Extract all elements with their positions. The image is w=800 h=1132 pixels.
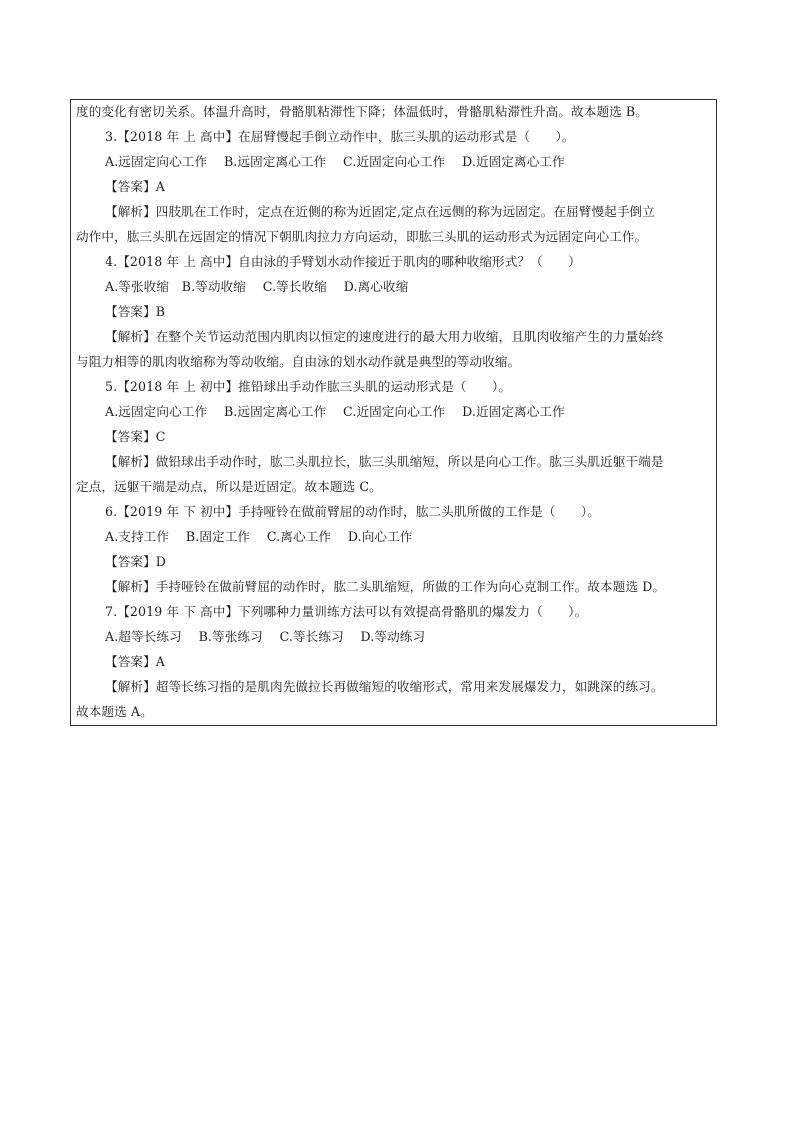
explanation-continuation: 度的变化有密切关系。体温升高时，骨骼肌粘滞性下降；体温低时，骨骼肌粘滞性升高。故本题选 B。 <box>76 104 648 119</box>
question-content-box <box>70 99 717 726</box>
question-7-stem: 7.【2019 年 下 高中】下列哪种力量训练方法可以有效提高骨骼肌的爆发力（ ）。 <box>105 604 588 619</box>
question-3-answer: 【答案】A <box>105 179 165 194</box>
question-7-explanation: 故本题选 A。 <box>76 704 153 719</box>
question-4-answer: 【答案】B <box>105 304 166 319</box>
question-4-options: A.等张收缩 B.等动收缩 C.等长收缩 D.离心收缩 <box>105 279 409 294</box>
question-7-explanation: 【解析】超等长练习指的是肌肉先做拉长再做缩短的收缩形式，常用来发展爆发力，如跳深的练习。 <box>105 679 664 694</box>
question-5-stem: 5.【2018 年 上 初中】推铅球出手动作肱三头肌的运动形式是（ ）。 <box>105 379 512 394</box>
question-5-explanation: 【解析】做铅球出手动作时，肱二头肌拉长，肱三头肌缩短，所以是向心工作。肱三头肌近躯干端是 <box>105 454 664 469</box>
question-6-stem: 6.【2019 年 下 初中】手持哑铃在做前臂屈的动作时，肱二头肌所做的工作是（ ）。 <box>105 504 600 519</box>
question-5-answer: 【答案】C <box>105 429 166 444</box>
question-7-answer: 【答案】A <box>105 654 165 669</box>
question-6-explanation: 【解析】手持哑铃在做前臂屈的动作时，肱二头肌缩短，所做的工作为向心克制工作。故本题选 D。 <box>105 579 666 594</box>
question-6-answer: 【答案】D <box>105 554 166 569</box>
question-4-stem: 4.【2018 年 上 高中】自由泳的手臂划水动作接近于肌肉的哪种收缩形式？（ ） <box>105 254 581 269</box>
question-5-explanation: 定点，远躯干端是动点，所以是近固定。故本题选 C。 <box>76 479 382 494</box>
question-3-explanation: 【解析】四肢肌在工作时，定点在近侧的称为近固定,定点在远侧的称为远固定。在屈臂慢起手倒立 <box>105 204 655 219</box>
question-3-stem: 3.【2018 年 上 高中】在屈臂慢起手倒立动作中，肱三头肌的运动形式是（ ）。 <box>105 129 575 144</box>
question-5-options: A.远固定向心工作 B.远固定离心工作 C.近固定向心工作 D.近固定离心工作 <box>105 404 565 419</box>
question-3-explanation: 动作中，肱三头肌在远固定的情况下朝肌肉拉力方向运动，即肱三头肌的运动形式为远固定向心工作。 <box>76 229 648 244</box>
question-3-options: A.远固定向心工作 B.远固定离心工作 C.近固定向心工作 D.近固定离心工作 <box>105 154 565 169</box>
question-4-explanation: 与阻力相等的肌肉收缩称为等动收缩。自由泳的划水动作就是典型的等动收缩。 <box>76 354 521 369</box>
question-4-explanation: 【解析】在整个关节运动范围内肌肉以恒定的速度进行的最大用力收缩，且肌肉收缩产生的力量始终 <box>105 329 664 344</box>
question-6-options: A.支持工作 B.固定工作 C.离心工作 D.向心工作 <box>105 529 413 544</box>
question-7-options: A.超等长练习 B.等张练习 C.等长练习 D.等动练习 <box>105 629 426 644</box>
